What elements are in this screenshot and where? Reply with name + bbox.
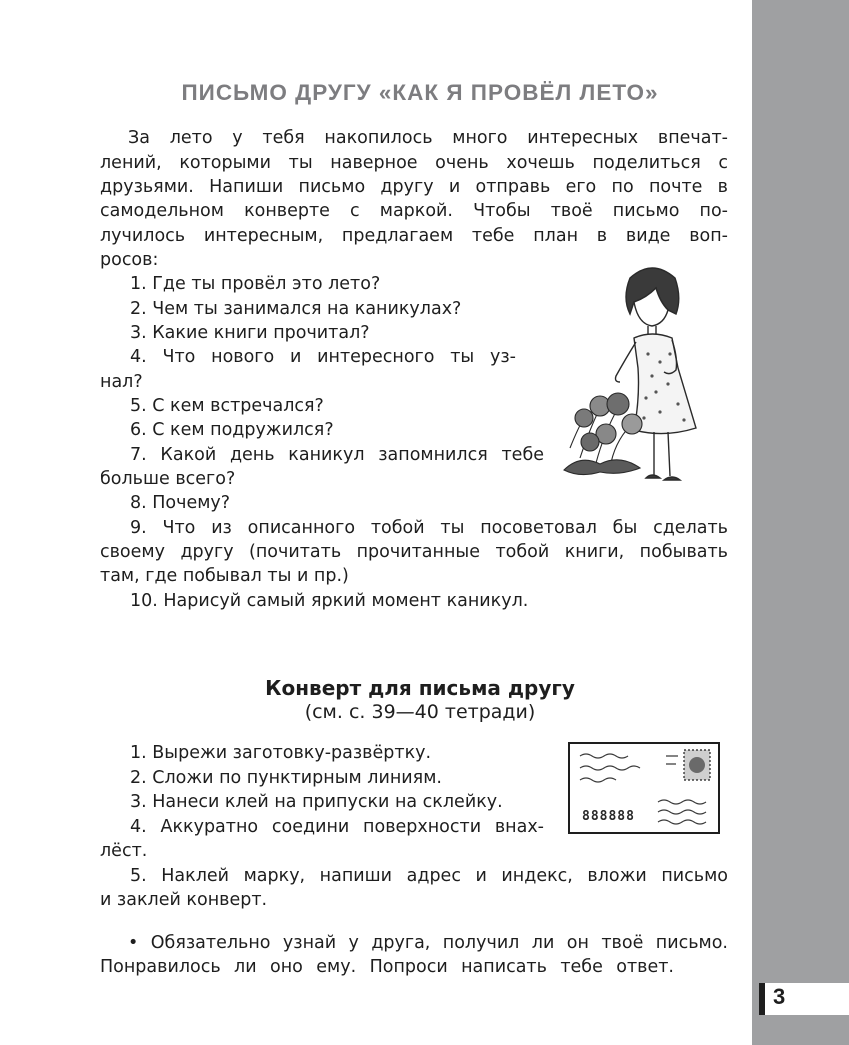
question-item: нал? (100, 372, 143, 392)
question-item: 2. Чем ты занимался на каникулах? (130, 299, 462, 319)
page-side-margin (752, 0, 849, 1045)
page-number-marker (759, 983, 765, 1015)
intro-line: лений, которыми ты наверное очень хочешь поделиться с (100, 153, 728, 173)
page-number: 3 (773, 984, 786, 1009)
page-number-tab (759, 983, 849, 1015)
envelope-step: 1. Вырежи заготовку-развёртку. (130, 743, 432, 763)
envelope-step: 2. Сложи по пунктирным линиям. (130, 768, 442, 788)
question-item: больше всего? (100, 469, 236, 489)
question-item: 9. Что из описанного тобой ты посоветовал бы сделать (130, 518, 728, 538)
envelope-step: 5. Наклей марку, напиши адрес и индекс, вложи письмо (130, 866, 728, 886)
question-item: там, где побывал ты и пр.) (100, 566, 349, 586)
intro-line: друзьями. Напиши письмо другу и отправь его по почте в (100, 177, 728, 197)
question-item: своему другу (почитать прочитанные тобой книги, побывать (100, 542, 728, 562)
girl-with-flowers-illustration (560, 258, 740, 498)
question-item: 10. Нарисуй самый яркий момент каникул. (130, 591, 529, 611)
question-item: 4. Что нового и интересного ты уз- (130, 347, 516, 367)
page-title: ПИСЬМО ДРУГУ «КАК Я ПРОВЁЛ ЛЕТО» (181, 80, 659, 105)
intro-line: самодельном конверте с маркой. Чтобы твоё письмо по- (100, 201, 728, 221)
question-item: 5. С кем встречался? (130, 396, 324, 416)
intro-line: За лето у тебя накопилось много интересных впечат- (128, 128, 728, 148)
section-subheading: (см. с. 39—40 тетради) (304, 701, 536, 723)
question-item: 1. Где ты провёл это лето? (130, 274, 381, 294)
question-item: 8. Почему? (130, 493, 231, 513)
note-line: • Обязательно узнай у друга, получил ли он твоё письмо. (128, 933, 728, 953)
envelope-step: 3. Нанеси клей на припуски на склейку. (130, 792, 503, 812)
envelope-index-digits: 888888 (582, 809, 635, 824)
envelope-illustration (566, 740, 722, 836)
note-line: Понравилось ли оно ему. Попроси написать тебе ответ. (100, 957, 674, 977)
intro-line: лучилось интересным, предлагаем тебе план в виде воп- (100, 226, 728, 246)
envelope-step: 4. Аккуратно соедини поверхности внах- (130, 817, 544, 837)
question-item: 6. С кем подружился? (130, 420, 334, 440)
intro-line: росов: (100, 250, 159, 270)
envelope-step: и заклей конверт. (100, 890, 268, 910)
section-heading: Конверт для письма другу (265, 676, 575, 700)
question-item: 7. Какой день каникул запомнился тебе (130, 445, 544, 465)
question-item: 3. Какие книги прочитал? (130, 323, 370, 343)
envelope-step: лёст. (100, 841, 148, 861)
